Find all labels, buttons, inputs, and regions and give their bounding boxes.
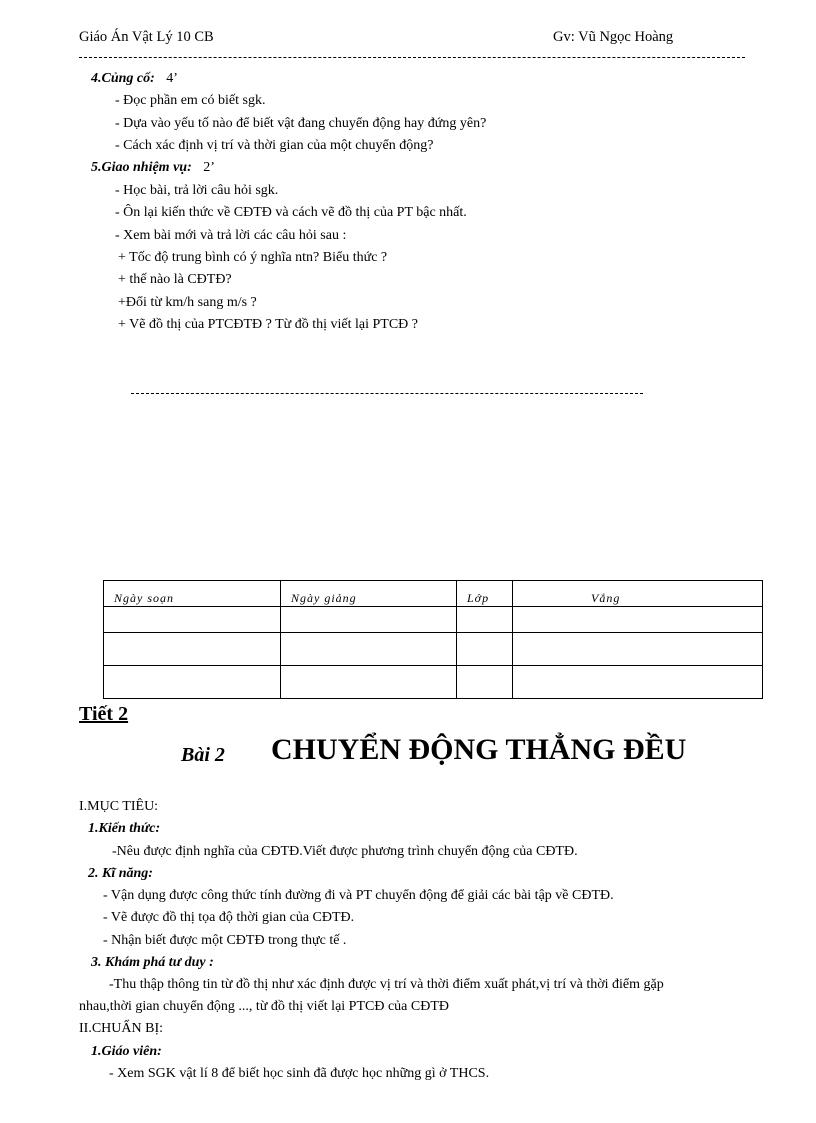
cung-co-item: - Cách xác định vị trí và thời gian của một chuyển động?	[115, 138, 434, 153]
giao-nhiem-vu-item: + thế nào là CĐTĐ?	[118, 272, 232, 287]
period-label: Tiết 2	[79, 703, 129, 725]
table-header-row	[104, 581, 763, 607]
kien-thuc-text: -Nêu được định nghĩa của CĐTĐ.Viết được phương trình chuyển động của CĐTĐ.	[112, 844, 578, 859]
table-cell	[513, 666, 763, 699]
kham-pha-heading: 3. Khám phá tư duy :	[91, 955, 214, 970]
table-cell	[513, 633, 763, 666]
chuan-bi-heading: II.CHUẨN BỊ:	[79, 1021, 163, 1036]
table-cell	[104, 633, 281, 666]
kham-pha-line: -Thu thập thông tin từ đồ thị như xác định được vị trí và thời điểm xuất phát,vị trí và thời điểm gặp	[109, 977, 664, 992]
giao-vien-text: - Xem SGK vật lí 8 để biết học sinh đã được học những gì ở THCS.	[109, 1066, 490, 1081]
table-row	[104, 607, 763, 633]
table-cell	[104, 607, 281, 633]
ki-nang-heading: 2. Kĩ năng:	[88, 866, 153, 881]
lesson-title: CHUYỂN ĐỘNG THẲNG ĐỀU	[271, 733, 687, 766]
header-right: Gv: Vũ Ngọc Hoàng	[553, 29, 674, 45]
giao-vien-heading: 1.Giáo viên:	[91, 1044, 162, 1059]
giao-nhiem-vu-section	[91, 160, 215, 176]
giao-nhiem-vu-item: + Vẽ đồ thị của PTCĐTĐ ? Từ đồ thị viết lại PTCĐ ?	[118, 317, 418, 332]
table-row	[104, 666, 763, 699]
table-cell	[457, 633, 513, 666]
table-row	[104, 633, 763, 666]
giao-nhiem-vu-item: - Ôn lại kiến thức về CĐTĐ và cách vẽ đồ thị của PT bậc nhất.	[115, 205, 467, 220]
muc-tieu-heading: I.MỤC TIÊU:	[79, 799, 159, 814]
header-lop: Lớp	[457, 581, 513, 607]
table-cell	[457, 666, 513, 699]
giao-nhiem-vu-item: - Xem bài mới và trả lời các câu hỏi sau :	[115, 228, 347, 243]
header-ngay-soan: Ngày soạn	[104, 581, 281, 607]
table-cell	[457, 607, 513, 633]
header-left: Giáo Án Vật Lý 10 CB	[79, 29, 214, 45]
header-vang: Vắng	[513, 581, 763, 607]
giao-nhiem-vu-item: + Tốc độ trung bình có ý nghĩa ntn? Biểu thức ?	[118, 250, 388, 265]
table-cell	[281, 607, 457, 633]
cung-co-item: - Dựa vào yếu tố nào để biết vật đang chuyển động hay đứng yên?	[115, 116, 487, 131]
giao-nhiem-vu-heading: 5.Giao nhiệm vụ:	[91, 160, 192, 175]
cung-co-section	[91, 71, 178, 87]
giao-nhiem-vu-time: 2’	[203, 160, 215, 175]
header-ngay-giang: Ngày giảng	[281, 581, 457, 607]
cung-co-heading: 4.Củng cố:	[91, 71, 155, 86]
schedule-table	[103, 580, 763, 699]
giao-nhiem-vu-item: +Đổi từ km/h sang m/s ?	[118, 295, 257, 310]
header-divider	[79, 57, 745, 58]
table-cell	[513, 607, 763, 633]
cung-co-time: 4’	[166, 71, 178, 86]
section-separator	[131, 393, 643, 394]
table-cell	[281, 633, 457, 666]
kham-pha-line: nhau,thời gian chuyển động ..., từ đồ thị viết lại PTCĐ của CĐTĐ	[79, 999, 449, 1014]
table-cell	[281, 666, 457, 699]
table-cell	[104, 666, 281, 699]
ki-nang-item: - Vẽ được đồ thị tọa độ thời gian của CĐTĐ.	[103, 910, 355, 925]
ki-nang-item: - Vận dụng được công thức tính đường đi và PT chuyển động để giải các bài tập về CĐTĐ.	[103, 888, 614, 903]
cung-co-item: - Đọc phần em có biết sgk.	[115, 93, 266, 108]
lesson-number: Bài 2	[181, 744, 225, 766]
giao-nhiem-vu-item: - Học bài, trả lời câu hỏi sgk.	[115, 183, 279, 198]
ki-nang-item: - Nhận biết được một CĐTĐ trong thực tế .	[103, 933, 347, 948]
kien-thuc-heading: 1.Kiến thức:	[88, 821, 161, 836]
